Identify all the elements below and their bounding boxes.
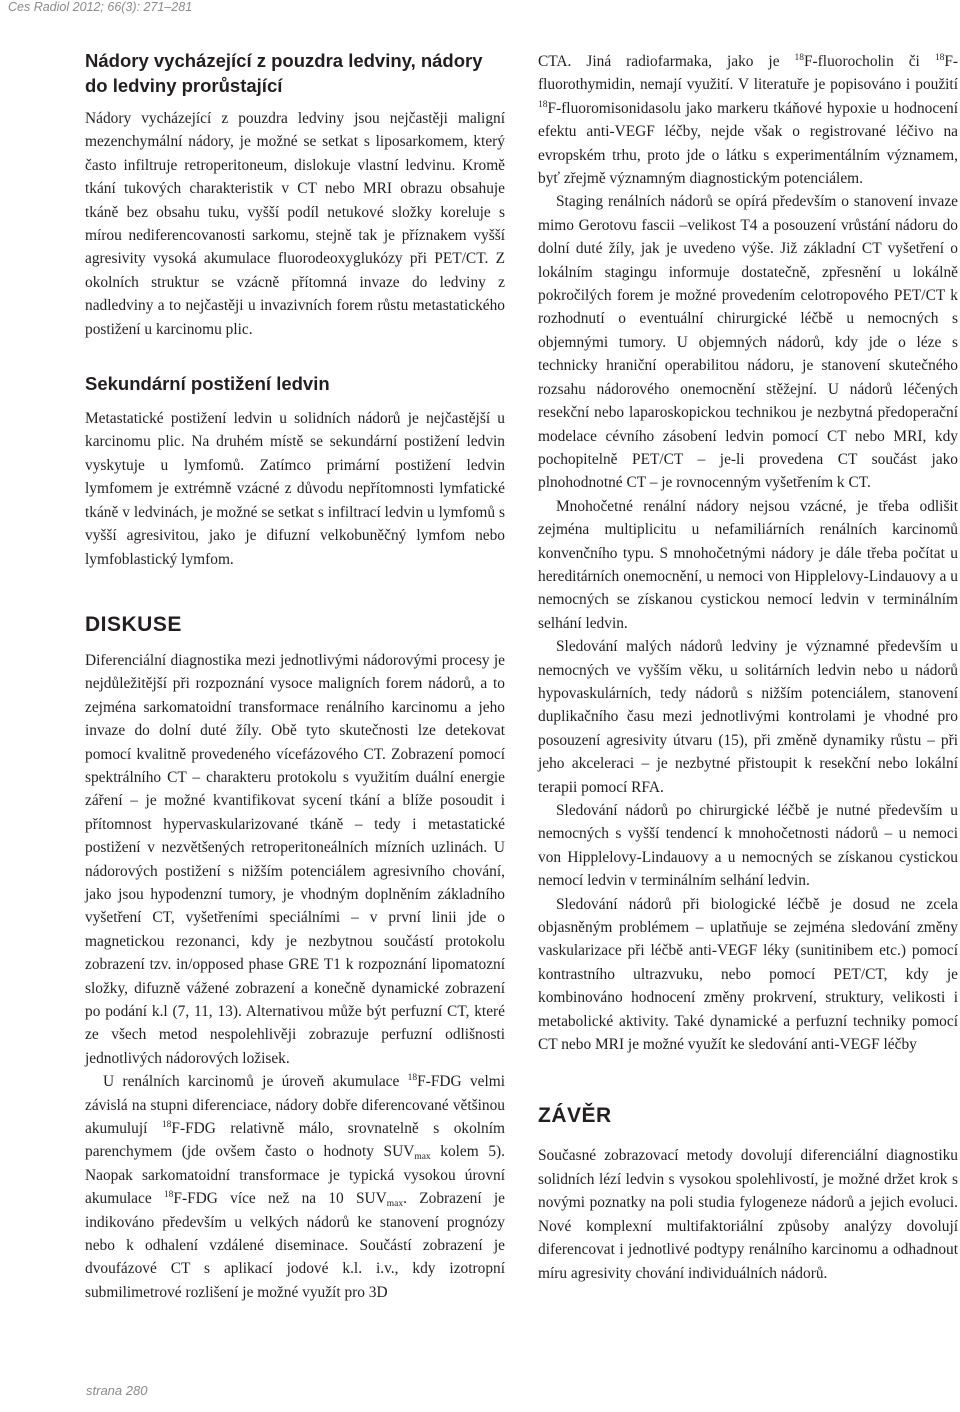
paragraph-capsule-tumors: Nádory vycházející z pouzdra ledviny jsou nejčastěji maligní mezenchymální nádory, je možné se setkat s liposarkomem, který často infiltruje retroperitoneum, dislokuje vlastní ledvinu. Kromě tkání tukových charakteristik v CT nebo MRI obrazu obsahuje tkáně bez obsahu tuku, vyšší podíl netukové složky koreluje s mírou nediferencovanosti sarkomu, stejně tak je příznakem vyšší agresivity vysoká akumulace fluorodeoxyglukózy při PET/CT. Z okolních struktur se vzácně přítomná invaze do ledviny z nadledviny a to nejčastěji u invazivních forem růstu metastatického postižení u karcinomu plic. xyxy=(85,110,505,338)
paragraph-secondary: Metastatické postižení ledvin u solidních nádorů je nejčastější u karcinomu plic. Na druhém místě se sekundární postižení ledvin vyskytuje u lymfomů. Zatímco primární postižení ledvin lymfomem je extrémně vzácné z důvodu nepřítomnosti lymfatické tkáně v ledvinách, je možné se setkat s infiltrací ledvin u lymfomů s vyšší agresivitou, jako je difuzní velkobuněčný lymfom nebo lymfoblastický lymfom. xyxy=(85,410,505,568)
right-column xyxy=(538,50,958,1285)
paragraph-radiopharmaceuticals: CTA. Jiná radiofarmaka, jako je $^{18}$F-fluorocholin či $^{18}$F-fluorothymidin, nemají využití. V literatuře je popisováno i použití $^{18}$F-fluoromisonidasolu jako markeru tkáňové hypoxie u hodnocení efektu anti-VEGF léčby, nejde však o registrované léčivo na evropském trhu, proto jde o látku s experimentálním významem, byť zřejmě významným diagnostickým potenciálem. xyxy=(538,53,958,188)
section-title-diskuse: DISKUSE xyxy=(85,612,182,636)
paragraph-post-surgery: Sledování nádorů po chirurgické léčbě je nutné především u nemocných s vyšší tendencí k mnohočetnosti nádorů – u nemoci von Hipplelovy-Lindauovy a u nemocných se získanou cystickou nemocí ledvin v terminálním selhání ledvin. xyxy=(538,802,958,890)
section-title-zaver: ZÁVĚR xyxy=(538,1104,612,1128)
paragraph-staging: Staging renálních nádorů se opírá především o stanovení invaze mimo Gerotovu fascii –velikost T4 a posouzení vrůstání nádoru do dolní duté žíly, jak je uvedeno výše. Již základní CT vyšetření o lokálním stagingu informuje dostatečně, zpřesnění u lokálně pokročilých forem je možné provedením celotropového PET/CT k rozhodnutí o eventuální chirurgické léčbě u nemocných s objemnými tumory. U objemných nádorů, kdy jde o léze s technicky hraniční operabilitou nádoru, je stanovení skutečného rozsahu nádorového onemocnění stěžejní. U nádorů léčených resekční nebo laparoskopickou technikou je nezbytná předoperační modelace cévního zásobení ledvin pomocí CT nebo MRI, kdy pochopitelně PET/CT – je-li provedena CT součást jako plnohodnotné CT – je rovnocenným vyšetřením k CT. xyxy=(538,193,958,492)
paragraph-zaver: Současné zobrazovací metody dovolují diferenciální diagnostiku solidních lézí ledvin s vysokou spolehlivostí, je možné držet krok s novými poznatky na poli studia fylogeneze nádorů a jejich evoluci. Nové komplexní multifaktoriální způsoby analýzy dovolují diferencovat i jednotlivé podtypy renálního karcinomu a odhadnout míru agresivity chování individuálních nádorů. xyxy=(538,1147,958,1282)
section-title-secondary: Sekundární postižení ledvin xyxy=(85,373,330,395)
paragraph-small-tumors: Sledování malých nádorů ledviny je významné především u nemocných ve vyšším věku, u solitárních ledvin nebo u nádorů hypovaskulárních, tedy nádorů s nižším potenciálem, stanovení duplikačního času mezi jednotlivými kontrolami je vhodné pro posouzení agresivity útvaru (15), při změně dynamiky růstu – při jeho akceleraci – je nezbytné přistoupit k resekční nebo lokální terapii pomocí RFA. xyxy=(538,638,958,796)
running-head: Ces Radiol 2012; 66(3): 271–281 xyxy=(8,0,193,14)
paragraph-multiple-tumors: Mnohočetné renální nádory nejsou vzácné, je třeba odlišit zejména multiplicitu u nefamiliárních renálních karcinomů konvenčního typu. S mnohočetnými nádory je dále třeba počítat u hereditárních onemocnění, u nemoci von Hipplelovy-Lindauovy a u nemocných se získanou cystickou nemocí ledvin v terminálním selhání ledvin. xyxy=(538,497,958,632)
paragraph-diskuse-2: U renálních karcinomů je úroveň akumulace $^{18}$F-FDG velmi závislá na stupni diferenciace, nádory dobře diferencované většinou akumulují $^{18}$F-FDG relativně málo, srovnatelně s okolním parenchymem (jde ovšem často o hodnoty $SUV_{max}$ kolem 5). Naopak sarkomatoidní transformace je typická vysokou úrovní akumulace $^{18}$F-FDG více než na 10 $SUV_{max}$. Zobrazení je indikováno především u velkých nádorů ke stanovení prognózy nebo k odhalení vzdálené diseminace. Součástí zobrazení je dvoufázové CT s aplikací jodové k.l. i.v., kdy izotropní submilimetrové rozlišení je možné využít pro 3D xyxy=(85,1073,506,1301)
paragraph-diskuse-1: Diferenciální diagnostika mezi jednotlivými nádorovými procesy je nejdůležitější při rozpoznání vysoce maligních forem nádorů, a to zejména sarkomatoidní transformace renálního karcinomu a jeho invaze do dolní duté žíly. Obě tyto skutečnosti lze detekovat pomocí kvalitně provedeného vícefázového CT. Zobrazení pomocí spektrálního CT – charakteru protokolu s využitím duální energie záření – je možné kvantifikovat sycení tkání a blíže posoudit i přítomnost hypervaskularizované tkáně – tedy i metastatické postižení v nezvětšených retroperitoneálních mízních uzlinách. U nádorových postižení s nižším potenciálem agresivního chování, jako jsou hypodenzní tumory, je vhodným doplněním základního vyšetření CT, vyšetřeními speciálními – v první linii jde o magnetickou rezonanci, kdy je nezbytnou součástí protokolu zobrazení tzv. in/opposed phase GRE T1 k rozpoznání lipomatozní složky, difuzně vážené zobrazení a konečně dynamické zobrazení po podání k.l (7, 11, 13). Alternativou může být perfuzní CT, které ze všech metod nespolehlivěji zobrazuje perfuzní odlišnosti jednotlivých nádorových ložisek. xyxy=(85,651,505,1067)
page-number: strana 280 xyxy=(86,1383,148,1398)
left-column xyxy=(85,48,505,1304)
paragraph-biological-therapy: Sledování nádorů při biologické léčbě je dosud ne zcela objasněným problémem – uplatňuje se zejména sledování změny vaskularizace při léčbě anti-VEGF léky (sunitinibem etc.) pomocí kontrastního ultrazvuku, nebo pomocí PET/CT, kdy je kombinováno hodnocení změny prokrvení, struktury, velikosti i metabolické aktivity. Také dynamické a perfuzní techniky pomocí CT nebo MRI je možné využít ke sledování anti-VEGF léčby xyxy=(538,895,958,1054)
section-title-capsule-tumors: Nádory vycházející z pouzdra ledviny, nádory do ledviny prorůstající xyxy=(85,50,483,96)
